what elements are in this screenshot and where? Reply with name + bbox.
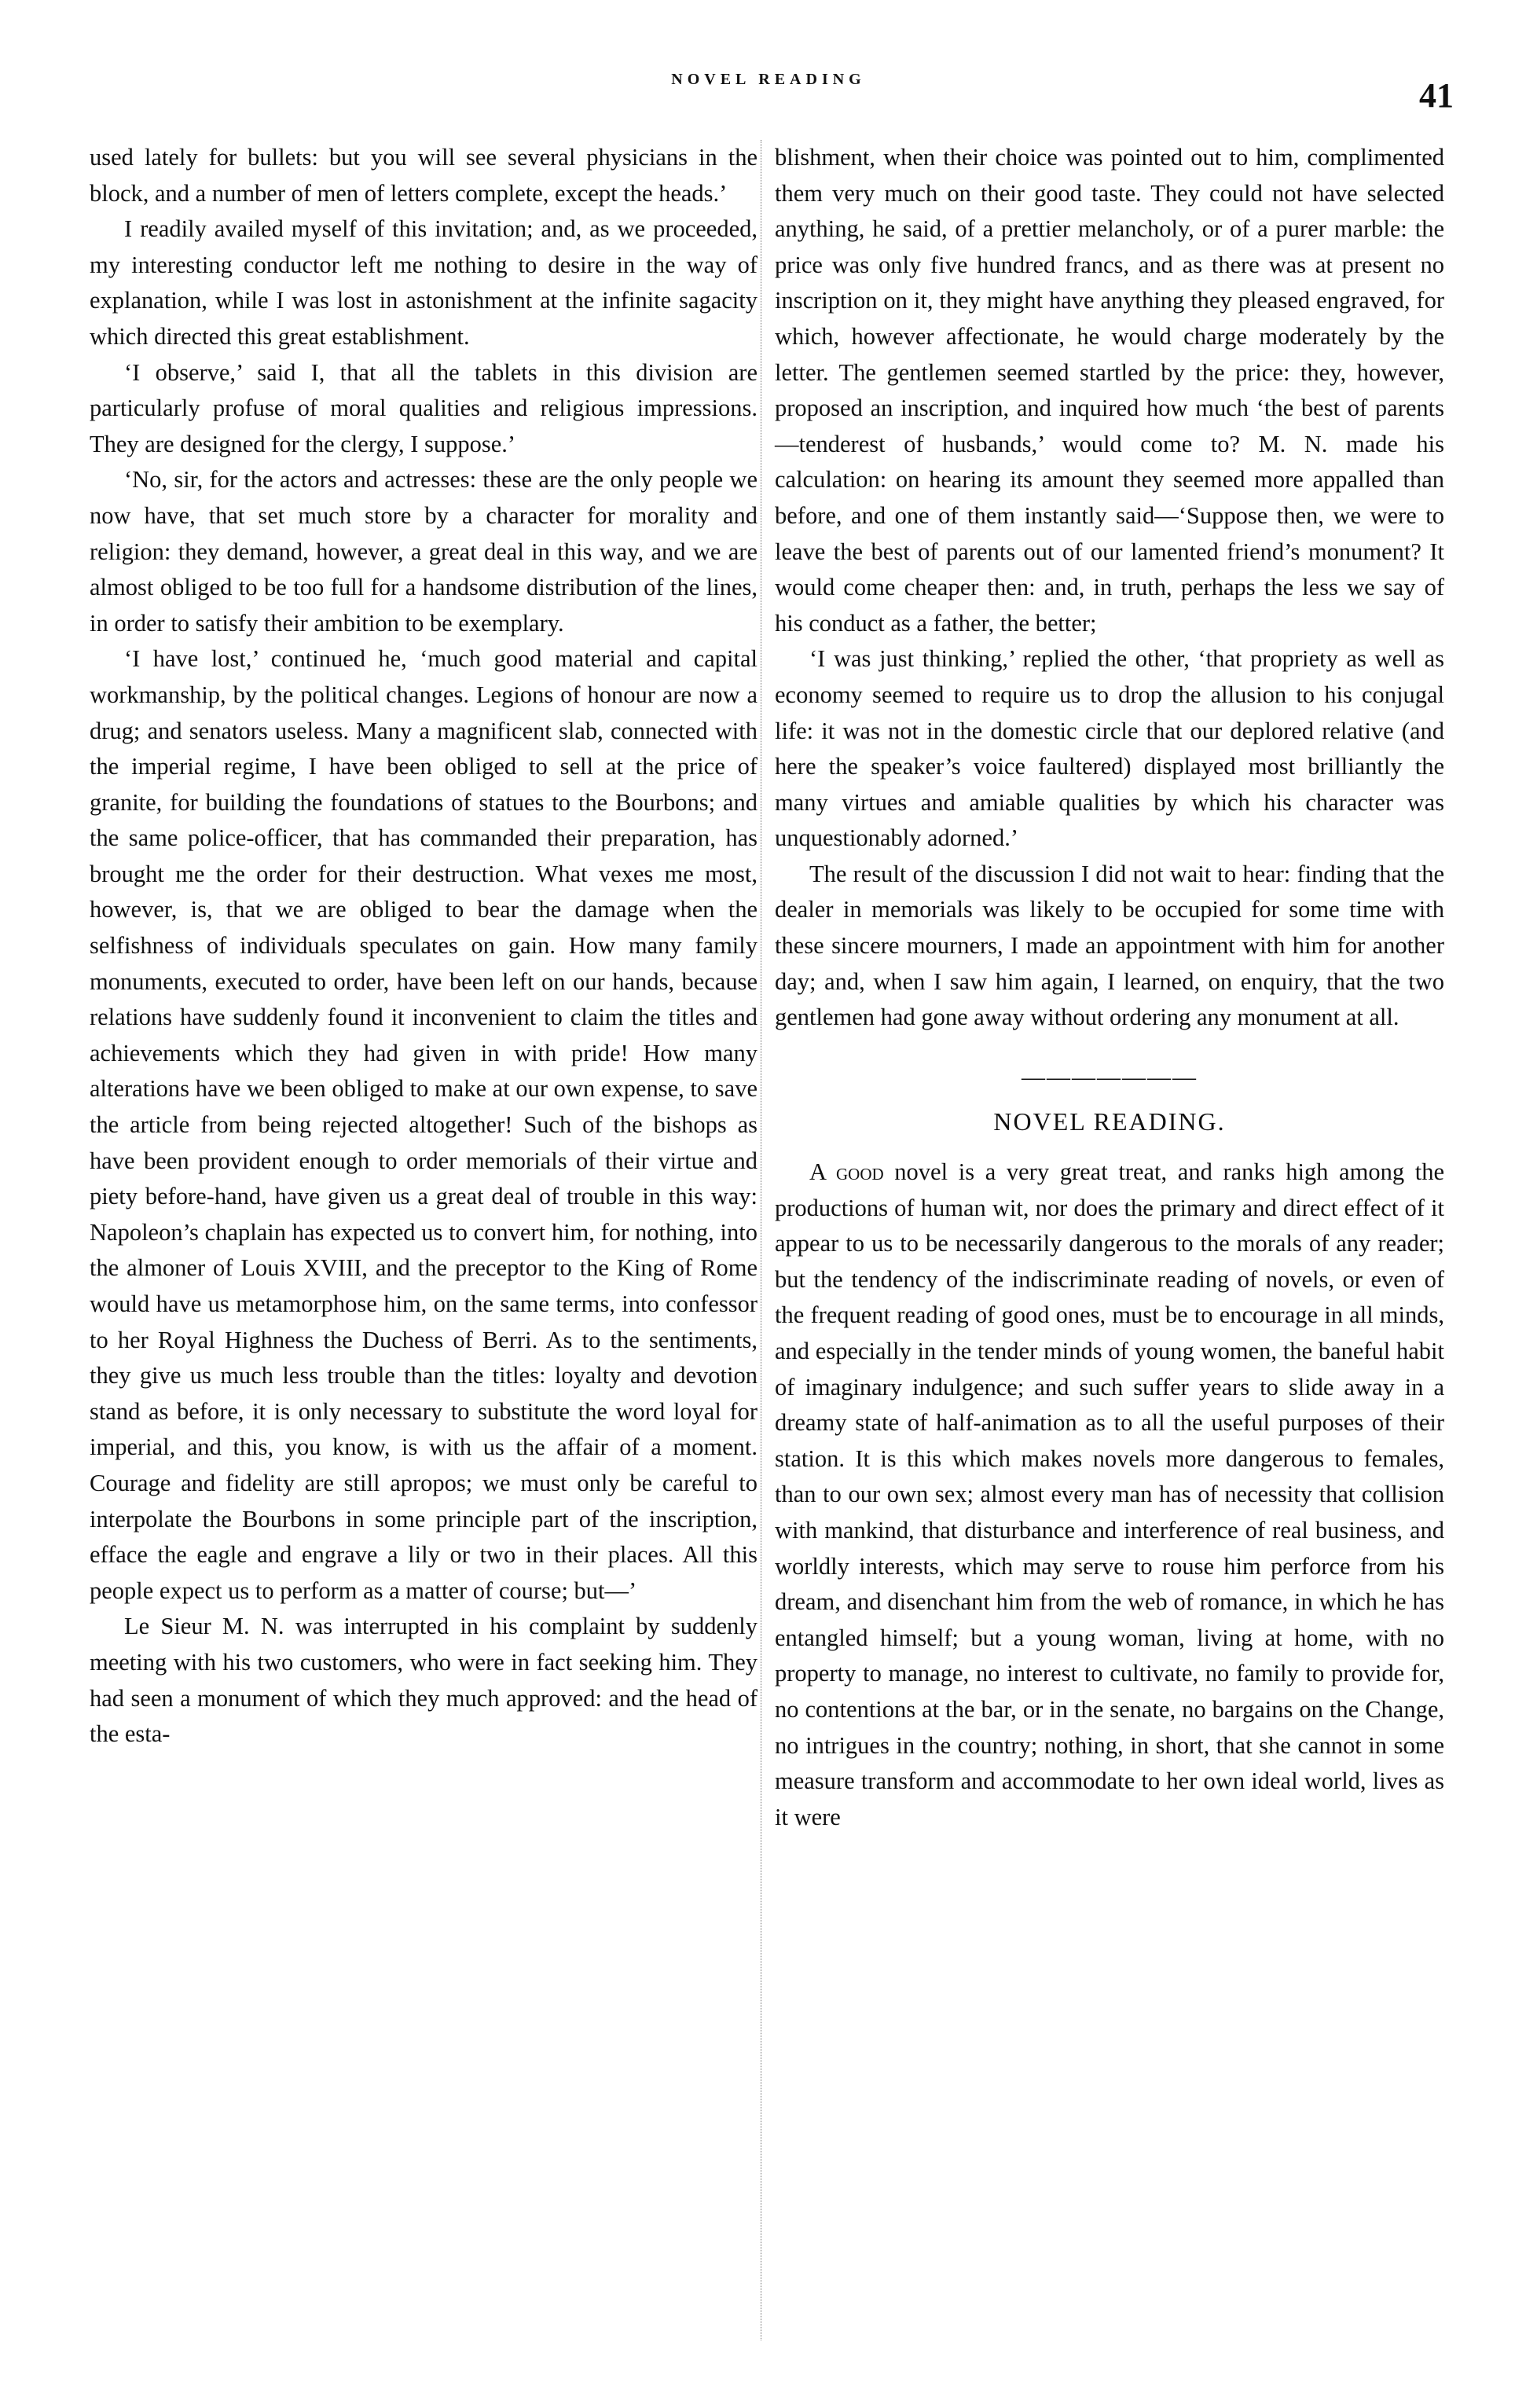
paragraph: The result of the discussion I did not wait to hear: finding that the dealer in memorials was likely to be occupied for some time with these sincere mourners, I made an appointment with him for another day; and, when I saw him again, I learned, on enquiry, that the two gentlemen had gone away without ordering any monument at all. xyxy=(775,860,1444,1031)
paragraph: blishment, when their choice was pointed out to him, complimented them very much on their good taste. They could not have selected anything, he said, of a prettier melancholy, or of a purer marble: the price was only five hundred francs, and as there was at present no inscription on it, they might have anything they pleased engraved, for which, however affectionate, he would charge moderately by the letter. The gentlemen seemed startled by the price: they, however, proposed an inscription, and inquired how much ‘the best of parents—tenderest of husbands,’ would come to? M. N. made his calculation: on hearing its amount they seemed more appalled than before, and one of them instantly said—‘Suppose then, we were to leave the best of parents out of our lamented friend’s monument? It would come cheaper then: and, in truth, perhaps the less we say of his conduct as a father, the better; xyxy=(775,144,1444,637)
page-number: 41 xyxy=(1419,76,1454,115)
paragraph: ‘No, sir, for the actors and actresses: these are the only people we now have, that set much store by a character for morality and religion: they demand, however, a great deal in this way, and we are almost obliged to be too full for a handsome distribution of the lines, in order to satisfy their ambition to be exemplary. xyxy=(90,466,757,637)
paragraph: Le Sieur M. N. was interrupted in his complaint by suddenly meeting with his two customers, who were in fact seeking him. They had seen a monument of which they much approved: and the head of the esta- xyxy=(90,1613,757,1748)
left-column xyxy=(90,140,757,1753)
lead-words: A good xyxy=(809,1158,884,1186)
paragraph: ‘I have lost,’ continued he, ‘much good material and capital workmanship, by the political changes. Legions of honour are now a drug; and senators useless. Many a magnificent slab, connected with the imperial regime, I have been obliged to sell at the price of granite, for building the foundations of statues to the Bourbons; and the same police-officer, that has commanded their preparation, has brought me the order for their destruction. What vexes me most, however, is, that we are obliged to bear the damage when the selfishness of individuals speculates on gain. How many family monuments, executed to order, have been left on our hands, because relations have suddenly found it inconvenient to claim the titles and achievements which they had given in with pride! How many alterations have we been obliged to make at our own expense, to save the article from being rejected altogether! Such of the bishops as have been provident enough to order memorials of their virtue and piety before-hand, have given us a great deal of trouble in this way: Napoleon’s chaplain has expected us to convert him, for nothing, into the almoner of Louis XVIII, and the preceptor to the King of Rome would have us metamorphose him, on the same terms, into confessor to her Royal Highness the Duchess of Berri. As to the sentiments, they give us much less trouble than the titles: loyalty and devotion stand as before, it is only necessary to substitute the word loyal for imperial, and this, you know, is with us the affair of a moment. Courage and fidelity are still apropos; we must only be careful to interpolate the Bourbons in some principle part of the inscription, efface the eagle and engrave a lily or two in their places. All this people expect us to perform as a matter of course; but—’ xyxy=(90,645,757,1604)
paragraph: I readily availed myself of this invitation; and, as we proceeded, my interesting conductor left me nothing to desire in the way of explanation, while I was lost in astonishment at the infinite sagacity which directed this great establishment. xyxy=(90,215,757,350)
running-head: NOVEL READING xyxy=(671,71,866,88)
paragraph: used lately for bullets: but you will see several physicians in the block, and a number of men of letters complete, except the heads.’ xyxy=(90,144,757,207)
paragraph: ‘I observe,’ said I, that all the tablets in this division are particularly profuse of moral qualities and religious impressions. They are designed for the clergy, I suppose.’ xyxy=(90,358,757,457)
right-column xyxy=(775,140,1444,1835)
section-heading: NOVEL READING. xyxy=(993,1107,1226,1136)
paragraph: ‘I was just thinking,’ replied the other, ‘that propriety as well as economy seemed to require us to drop the allusion to his conjugal life: it was not in the domestic circle that our deplored relative (and here the speaker’s voice faultered) displayed most brilliantly the many virtues and amiable qualities by which his character was unquestionably adorned.’ xyxy=(775,645,1444,852)
section-paragraph xyxy=(775,1154,1444,1835)
paragraph-body: novel is a very great treat, and ranks high among the productions of human wit, nor does the primary and direct effect of it appear to us to be necessarily dangerous to the morals of any reader; but the tendency of the indiscriminate reading of novels, or even of the frequent reading of good ones, must be to encourage in all minds, and especially in the tender minds of young women, the baneful habit of imaginary indulgence; and such suffer years to slide away in a dreamy state of half-animation as to all the useful purposes of their station. It is this which makes novels more dangerous to females, than to our own sex; almost every man has of necessity that collision with mankind, that disturbance and interference of real business, and worldly interests, which may serve to rouse him perforce from his dream, and disenchant him from the web of romance, in which he has entangled himself; but a young woman, living at home, with no property to manage, no interest to cultivate, no family to provide for, no contentions at the bar, or in the senate, no bargains on the Change, no intrigues in the country; nothing, in short, that she cannot in some measure transform and accommodate to her own ideal world, lives as it were xyxy=(775,1158,1444,1830)
section-divider-ornament: ——————— xyxy=(1022,1063,1198,1090)
